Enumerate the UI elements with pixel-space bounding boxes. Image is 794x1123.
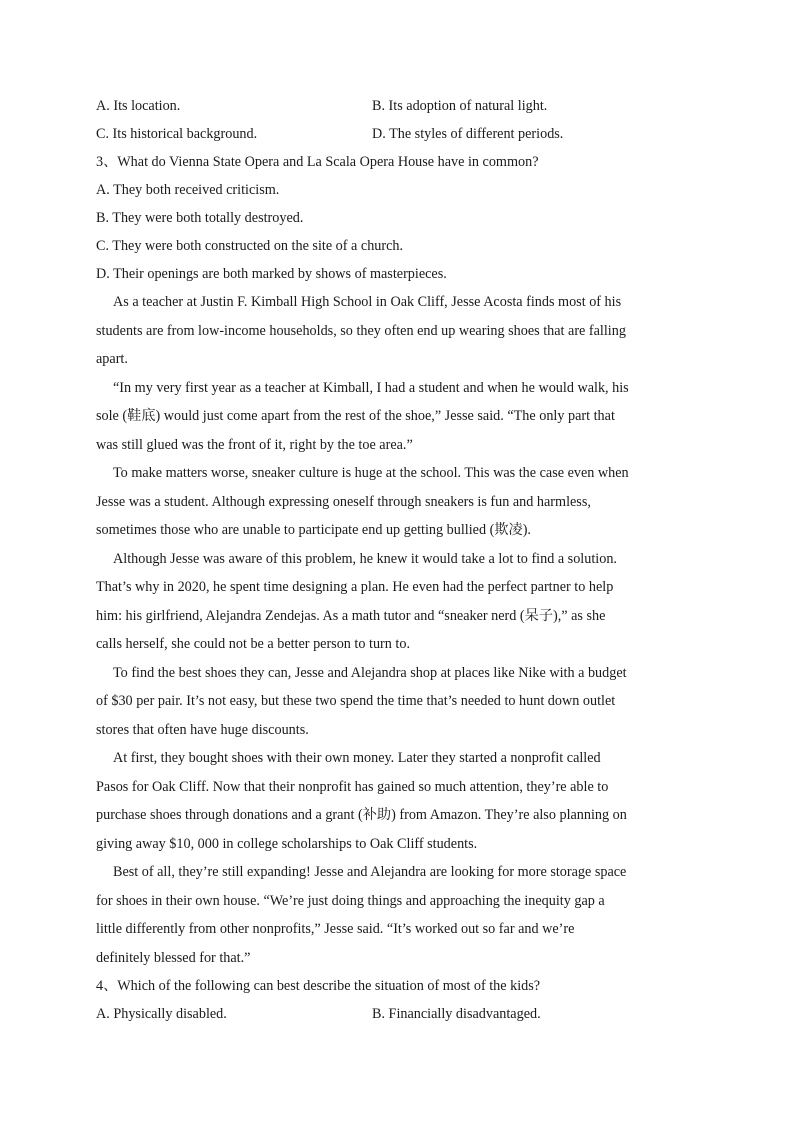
q3-option-b: B. They were both totally destroyed. xyxy=(96,210,304,226)
passage-line: was still glued was the front of it, right by the toe area.” xyxy=(96,436,413,453)
q3-option-c: C. They were both constructed on the site of a church. xyxy=(96,238,404,254)
passage-line: Pasos for Oak Cliff. Now that their nonprofit has gained so much attention, they’re able to xyxy=(96,778,609,795)
passage-paragraph-7 xyxy=(96,858,706,972)
passage-line: definitely blessed for that.” xyxy=(96,949,251,966)
passage-paragraph-3 xyxy=(96,459,706,545)
passage-line: giving away $10, 000 in college scholarships to Oak Cliff students. xyxy=(96,835,478,852)
passage-line: As a teacher at Justin F. Kimball High School in Oak Cliff, Jesse Acosta finds most of his xyxy=(113,294,622,310)
passage-paragraph-4 xyxy=(96,545,706,659)
q2-option-c: C. Its historical background. xyxy=(96,126,258,142)
passage-paragraph-1 xyxy=(96,288,706,374)
q2-options-row-1 xyxy=(96,92,706,120)
passage-line: Jesse was a student. Although expressing oneself through sneakers is fun and harmless, xyxy=(96,493,591,510)
passage-line: purchase shoes through donations and a grant (补助) from Amazon. They’re also planning on xyxy=(96,807,627,823)
passage-line: sometimes those who are unable to participate end up getting bullied (欺凌). xyxy=(96,522,531,538)
passage-line: stores that often have huge discounts. xyxy=(96,721,309,738)
passage-line: little differently from other nonprofits,” Jesse said. “It’s worked out so far and we’re xyxy=(96,921,575,937)
q3-option-a: A. They both received criticism. xyxy=(96,182,280,198)
passage-line: apart. xyxy=(96,351,128,367)
passage-line: At first, they bought shoes with their own money. Later they started a nonprofit called xyxy=(113,750,601,766)
q4-option-b: B. Financially disadvantaged. xyxy=(372,1006,541,1022)
passage-line: To make matters worse, sneaker culture is huge at the school. This was the case even when xyxy=(113,465,629,481)
passage-line: for shoes in their own house. “We’re just doing things and approaching the inequity gap a xyxy=(96,892,605,909)
passage-line: him: his girlfriend, Alejandra Zendejas. As a math tutor and “sneaker nerd (呆子),” as she xyxy=(96,607,606,624)
passage-line: sole (鞋底) would just come apart from the rest of the shoe,” Jesse said. “The only part that xyxy=(96,408,615,424)
passage-line: calls herself, she could not be a better person to turn to. xyxy=(96,636,411,652)
q3-option-d: D. Their openings are both marked by shows of masterpieces. xyxy=(96,266,447,282)
q2-option-a: A. Its location. xyxy=(96,98,181,114)
q4-question: 4、Which of the following can best describe the situation of most of the kids? xyxy=(96,978,541,994)
passage-line: To find the best shoes they can, Jesse and Alejandra shop at places like Nike with a budget xyxy=(113,664,627,681)
passage-paragraph-6 xyxy=(96,744,706,858)
passage-line: That’s why in 2020, he spent time designing a plan. He even had the perfect partner to help xyxy=(96,579,614,595)
q2-option-b: B. Its adoption of natural light. xyxy=(372,98,548,114)
passage-line: Although Jesse was aware of this problem, he knew it would take a lot to find a solution. xyxy=(113,550,617,567)
q2-option-d: D. The styles of different periods. xyxy=(372,126,564,142)
passage-line: “In my very first year as a teacher at Kimball, I had a student and when he would walk, his xyxy=(113,379,629,396)
q4-option-a: A. Physically disabled. xyxy=(96,1006,227,1022)
q2-options-row-2 xyxy=(96,120,706,148)
passage-paragraph-5 xyxy=(96,659,706,745)
passage-paragraph-2 xyxy=(96,374,706,460)
passage-line: of $30 per pair. It’s not easy, but these two spend the time that’s needed to hunt down outlet xyxy=(96,693,616,709)
document-page xyxy=(96,92,706,1028)
q3-question: 3、What do Vienna State Opera and La Scala Opera House have in common? xyxy=(96,154,539,170)
passage-line: students are from low-income households, so they often end up wearing shoes that are falling xyxy=(96,322,626,339)
passage-line: Best of all, they’re still expanding! Jesse and Alejandra are looking for more storage space xyxy=(113,864,627,880)
q4-options-row-1 xyxy=(96,1000,706,1028)
